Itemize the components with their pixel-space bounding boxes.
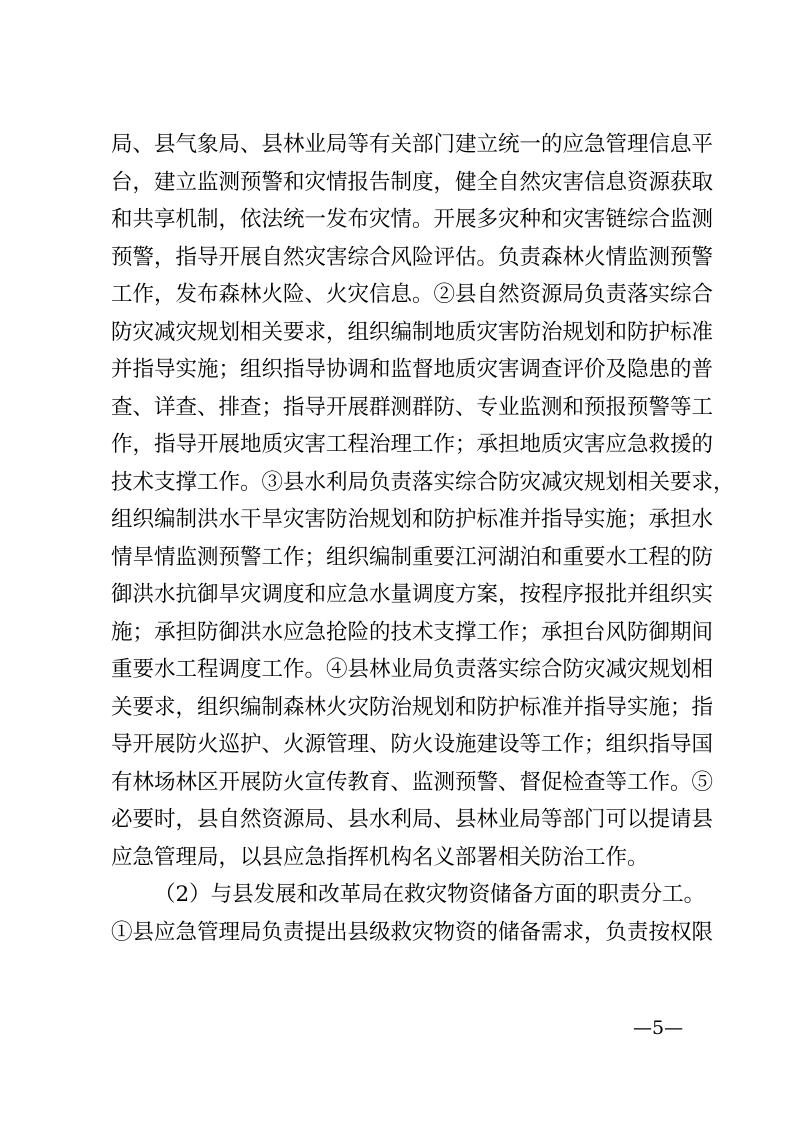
text-line: 关要求，组织编制森林火灾防治规划和防护标准并指导实施；指 xyxy=(111,694,714,720)
text-line: 应急管理局，以县应急指挥机构名义部署相关防治工作。 xyxy=(111,844,649,870)
body-text xyxy=(111,126,735,951)
text-line: 施；承担防御洪水应急抢险的技术支撑工作；承担台风防御期间 xyxy=(111,619,714,645)
text-line: 查、详查、排查；指导开展群测群防、专业监测和预报预警等工 xyxy=(111,394,714,420)
text-line: 有林场林区开展防火宣传教育、监测预警、督促检查等工作。⑤ xyxy=(111,769,714,795)
section-heading: （2）与县发展和改革局在救灾物资储备方面的职责分工。 xyxy=(154,882,706,907)
text-line: 作，指导开展地质灾害工程治理工作；承担地质灾害应急救援的 xyxy=(111,432,714,457)
text-line: 导开展防火巡护、火源管理、防火设施建设等工作；组织指导国 xyxy=(111,732,714,757)
text-line: 局、县气象局、县林业局等有关部门建立统一的应急管理信息平 xyxy=(111,132,714,157)
text-line: 必要时，县自然资源局、县水利局、县林业局等部门可以提请县 xyxy=(111,807,714,832)
text-line: 重要水工程调度工作。④县林业局负责落实综合防灾减灾规划相 xyxy=(111,657,714,682)
text-line: 并指导实施；组织指导协调和监督地质灾害调查评价及隐患的普 xyxy=(111,357,714,382)
text-line: 御洪水抗御旱灾调度和应急水量调度方案，按程序报批并组织实 xyxy=(111,582,714,607)
page-number: —5— xyxy=(633,1017,684,1039)
text-line: 组织编制洪水干旱灾害防治规划和防护标准并指导实施；承担水 xyxy=(111,507,714,532)
text-line: 和共享机制，依法统一发布灾情。开展多灾种和灾害链综合监测 xyxy=(111,207,714,232)
text-line: 台，建立监测预警和灾情报告制度，健全自然灾害信息资源获取 xyxy=(111,169,714,195)
text-line: 防灾减灾规划相关要求，组织编制地质灾害防治规划和防护标准 xyxy=(111,319,714,345)
text-line: 情旱情监测预警工作；组织编制重要江河湖泊和重要水工程的防 xyxy=(111,544,714,570)
text-line: 技术支撑工作。③县水利局负责落实综合防灾减灾规划相关要求， xyxy=(111,469,735,495)
text-line: 预警，指导开展自然灾害综合风险评估。负责森林火情监测预警 xyxy=(111,244,714,270)
text-line: 工作，发布森林火险、火灾信息。②县自然资源局负责落实综合 xyxy=(111,282,714,307)
text-line: ①县应急管理局负责提出县级救灾物资的储备需求，负责按权限 xyxy=(111,919,714,945)
